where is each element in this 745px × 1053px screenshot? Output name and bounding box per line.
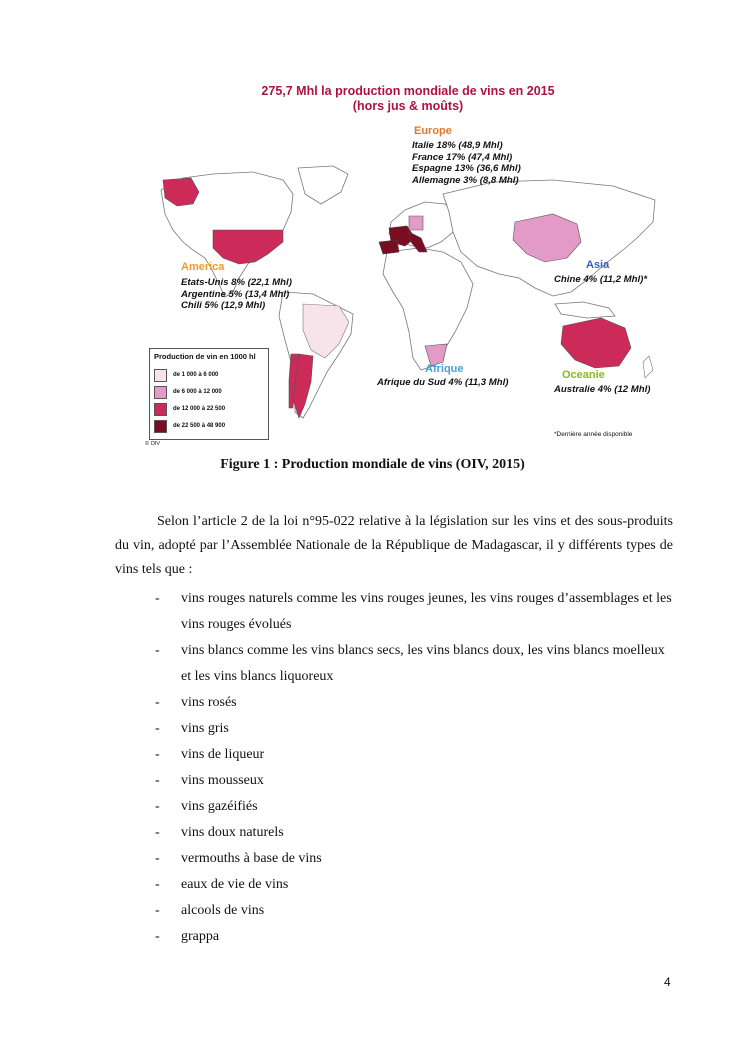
- figure-title-line2: (hors jus & moûts): [352, 99, 464, 113]
- legend-row: [154, 386, 222, 398]
- stat-europe-3: Allemagne 3% (8,8 Mhl): [412, 174, 519, 186]
- list-item: - vermouths à base de vins: [155, 846, 675, 872]
- legend-title: Production de vin en 1000 hl: [154, 352, 256, 361]
- stat-asia-0: Chine 4% (11,2 Mhl)*: [554, 274, 648, 285]
- stat-oceanie-0: Australie 4% (12 Mhl): [554, 384, 651, 395]
- australia-region: [561, 318, 631, 368]
- legend-label: de 1 000 à 6 000: [173, 372, 219, 378]
- figure-caption: Figure 1 : Production mondiale de vins (OIV, 2015): [220, 457, 525, 472]
- legend-row: [154, 369, 218, 381]
- legend-label: de 6 000 à 12 000: [173, 389, 222, 395]
- list-item: - vins de liqueur: [155, 742, 675, 768]
- germany-region: [409, 216, 423, 230]
- list-item: - vins mousseux: [155, 768, 675, 794]
- legend-swatch-tier3: [154, 403, 167, 416]
- stat-afrique-0: Afrique du Sud 4% (11,3 Mhl): [377, 377, 509, 388]
- region-label-america: America: [181, 261, 225, 273]
- new-zealand-region: [643, 356, 653, 378]
- legend-row: [154, 403, 225, 415]
- list-item: - vins gris: [155, 716, 675, 742]
- list-item: - vins blancs comme les vins blancs secs, les vins blancs doux, les vins blancs moelleux et les vins blancs liquoreux: [155, 638, 675, 690]
- america-stats: [181, 277, 292, 312]
- legend-swatch-tier1: [154, 369, 167, 382]
- map-copyright: © OIV: [145, 441, 161, 447]
- region-label-afrique: Afrique: [425, 363, 464, 375]
- stat-america-0: Etats-Unis 8% (22,1 Mhl): [181, 277, 292, 288]
- map-legend: [149, 348, 269, 440]
- legend-swatch-tier4: [154, 420, 167, 433]
- body-paragraph: [115, 510, 673, 582]
- legend-label: de 22 500 à 48 900: [173, 423, 226, 429]
- legend-label: de 12 000 à 22 500: [173, 406, 226, 412]
- region-label-europe: Europe: [414, 125, 452, 137]
- legend-swatch-tier2: [154, 386, 167, 399]
- list-item: - vins gazéifiés: [155, 794, 675, 820]
- legend-row: [154, 420, 225, 432]
- list-item: - vins rosés: [155, 690, 675, 716]
- stat-europe-0: Italie 18% (48,9 Mhl): [412, 140, 503, 151]
- map-footnote: *Dernière année disponible: [554, 431, 633, 438]
- list-item: - vins doux naturels: [155, 820, 675, 846]
- list-item: - vins rouges naturels comme les vins rouges jeunes, les vins rouges d’assemblages et les vins rouges évolués: [155, 586, 675, 638]
- region-label-asia: Asia: [586, 259, 610, 271]
- stat-america-2: Chili 5% (12,9 Mhl): [181, 300, 266, 312]
- spain-region: [379, 240, 399, 254]
- europe-stats: [412, 140, 521, 186]
- list-item: - alcools de vins: [155, 898, 675, 924]
- wine-types-list: [155, 586, 675, 950]
- page-number: 4: [664, 975, 671, 989]
- list-item: - grappa: [155, 924, 675, 950]
- body-paragraph-text: Selon l’article 2 de la loi n°95-022 relative à la législation sur les vins et des sous-produits du vin, adopté par l’Assemblée Nationale de la République de Madagascar, il y différents types de vins tels que :: [115, 514, 673, 577]
- indonesia-landmass: [555, 302, 615, 318]
- region-label-oceanie: Oceanie: [562, 369, 605, 381]
- stat-europe-1: France 17% (47,4 Mhl): [412, 151, 513, 163]
- greenland-landmass: [298, 166, 348, 204]
- list-item: - eaux de vie de vins: [155, 872, 675, 898]
- figure-title-line1: 275,7 Mhl la production mondiale de vins en 2015: [261, 84, 555, 98]
- stat-europe-2: Espagne 13% (36,6 Mhl): [412, 163, 521, 175]
- stat-america-1: Argentine 5% (13,4 Mhl): [181, 288, 290, 300]
- wine-production-map-figure: [143, 82, 668, 450]
